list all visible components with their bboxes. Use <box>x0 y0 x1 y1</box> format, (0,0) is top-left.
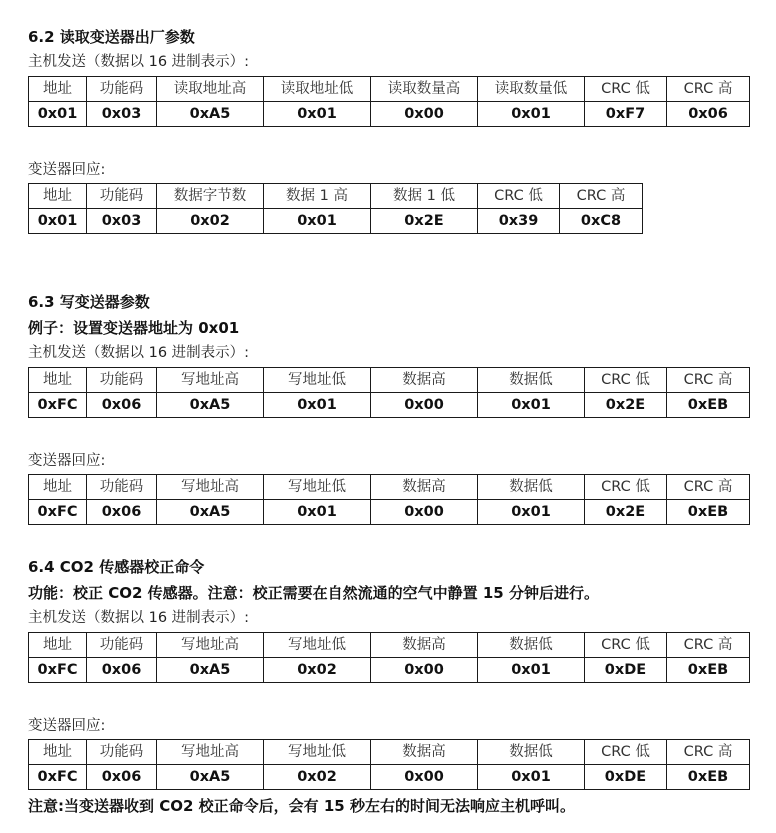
header-cell: CRC 低 <box>585 368 667 393</box>
value-cell: 0x01 <box>478 500 585 525</box>
header-cell: 读取数量低 <box>478 77 585 102</box>
value-cell: 0x00 <box>371 500 478 525</box>
header-cell: 写地址高 <box>157 740 264 765</box>
value-cell: 0x01 <box>264 209 371 234</box>
section-6-4-send-label: 主机发送（数据以 16 进制表示）: <box>28 610 250 626</box>
header-cell: 读取地址低 <box>264 77 371 102</box>
header-cell: 数据低 <box>478 368 585 393</box>
value-cell: 0xFC <box>29 658 87 683</box>
header-cell: CRC 高 <box>667 77 750 102</box>
value-cell: 0xEB <box>667 500 750 525</box>
value-cell: 0x06 <box>87 393 157 418</box>
value-cell: 0xA5 <box>157 765 264 790</box>
value-cell: 0x03 <box>87 102 157 127</box>
header-cell: 数据字节数 <box>157 184 264 209</box>
table-header-row <box>29 475 750 500</box>
header-cell: CRC 高 <box>667 740 750 765</box>
value-cell: 0x00 <box>371 658 478 683</box>
section-6-4-reply-label: 变送器回应: <box>28 718 106 734</box>
value-cell: 0x06 <box>87 658 157 683</box>
table-row <box>29 500 750 525</box>
table-row <box>29 393 750 418</box>
section-6-3-send-label: 主机发送（数据以 16 进制表示）: <box>28 345 250 361</box>
table-row <box>29 102 750 127</box>
header-cell: 数据 1 低 <box>371 184 478 209</box>
section-6-2-send-table <box>28 76 750 127</box>
header-cell: 写地址高 <box>157 633 264 658</box>
section-6-4-send-table <box>28 632 750 683</box>
value-cell: 0xF7 <box>585 102 667 127</box>
value-cell: 0x01 <box>264 393 371 418</box>
header-cell: CRC 高 <box>667 368 750 393</box>
value-cell: 0xA5 <box>157 102 264 127</box>
value-cell: 0xA5 <box>157 658 264 683</box>
header-cell: 地址 <box>29 475 87 500</box>
section-6-2-title: 6.2 读取变送器出厂参数 <box>28 28 195 46</box>
header-cell: CRC 高 <box>560 184 643 209</box>
header-cell: 读取地址高 <box>157 77 264 102</box>
header-cell: 地址 <box>29 368 87 393</box>
header-cell: 地址 <box>29 77 87 102</box>
value-cell: 0x2E <box>371 209 478 234</box>
header-cell: 写地址低 <box>264 475 371 500</box>
header-cell: 数据高 <box>371 475 478 500</box>
value-cell: 0x02 <box>264 765 371 790</box>
value-cell: 0x01 <box>264 500 371 525</box>
header-cell: 地址 <box>29 633 87 658</box>
header-cell: 数据低 <box>478 475 585 500</box>
section-6-3-example: 例子：设置变送器地址为 0x01 <box>28 319 240 337</box>
value-cell: 0xA5 <box>157 500 264 525</box>
value-cell: 0x03 <box>87 209 157 234</box>
table-header-row <box>29 368 750 393</box>
header-cell: 功能码 <box>87 633 157 658</box>
value-cell: 0x01 <box>478 102 585 127</box>
header-cell: 功能码 <box>87 475 157 500</box>
header-cell: 功能码 <box>87 368 157 393</box>
header-cell: 数据 1 高 <box>264 184 371 209</box>
value-cell: 0x02 <box>157 209 264 234</box>
header-cell: 写地址低 <box>264 368 371 393</box>
table-header-row <box>29 184 643 209</box>
header-cell: 写地址高 <box>157 368 264 393</box>
header-cell: 写地址高 <box>157 475 264 500</box>
value-cell: 0xFC <box>29 765 87 790</box>
section-6-3-reply-label: 变送器回应: <box>28 453 106 469</box>
value-cell: 0x06 <box>87 500 157 525</box>
table-header-row <box>29 633 750 658</box>
header-cell: 地址 <box>29 740 87 765</box>
section-6-2-reply-table <box>28 183 643 234</box>
section-6-4-function-note: 功能：校正 CO2 传感器。注意：校正需要在自然流通的空气中静置 15 分钟后进行。 <box>28 584 599 602</box>
header-cell: 写地址低 <box>264 633 371 658</box>
value-cell: 0x00 <box>371 393 478 418</box>
header-cell: CRC 低 <box>585 475 667 500</box>
header-cell: 数据低 <box>478 740 585 765</box>
table-row <box>29 658 750 683</box>
header-cell: 功能码 <box>87 184 157 209</box>
value-cell: 0xDE <box>585 658 667 683</box>
value-cell: 0xFC <box>29 393 87 418</box>
header-cell: 读取数量高 <box>371 77 478 102</box>
header-cell: 功能码 <box>87 77 157 102</box>
section-6-3-send-table <box>28 367 750 418</box>
value-cell: 0xC8 <box>560 209 643 234</box>
section-6-4-reply-table <box>28 739 750 790</box>
header-cell: 写地址低 <box>264 740 371 765</box>
section-6-3-title: 6.3 写变送器参数 <box>28 293 150 311</box>
value-cell: 0x06 <box>667 102 750 127</box>
header-cell: 数据高 <box>371 633 478 658</box>
value-cell: 0x00 <box>371 765 478 790</box>
header-cell: CRC 高 <box>667 475 750 500</box>
value-cell: 0x01 <box>478 765 585 790</box>
value-cell: 0x2E <box>585 500 667 525</box>
section-6-4-title: 6.4 CO2 传感器校正命令 <box>28 558 205 576</box>
table-header-row <box>29 740 750 765</box>
header-cell: 数据高 <box>371 740 478 765</box>
section-6-3-reply-table <box>28 474 750 525</box>
value-cell: 0x01 <box>478 393 585 418</box>
header-cell: 数据低 <box>478 633 585 658</box>
value-cell: 0xEB <box>667 658 750 683</box>
value-cell: 0xEB <box>667 393 750 418</box>
table-row <box>29 209 643 234</box>
value-cell: 0x00 <box>371 102 478 127</box>
section-6-2-send-label: 主机发送（数据以 16 进制表示）: <box>28 54 250 70</box>
section-6-2-reply-label: 变送器回应: <box>28 162 106 178</box>
header-cell: CRC 低 <box>585 633 667 658</box>
header-cell: CRC 低 <box>585 740 667 765</box>
header-cell: 数据高 <box>371 368 478 393</box>
value-cell: 0x01 <box>478 658 585 683</box>
value-cell: 0x2E <box>585 393 667 418</box>
value-cell: 0x01 <box>29 102 87 127</box>
table-header-row <box>29 77 750 102</box>
header-cell: 功能码 <box>87 740 157 765</box>
header-cell: CRC 高 <box>667 633 750 658</box>
value-cell: 0x01 <box>29 209 87 234</box>
value-cell: 0x39 <box>478 209 560 234</box>
section-6-4-footer-note: 注意:当变送器收到 CO2 校正命令后，会有 15 秒左右的时间无法响应主机呼叫。 <box>28 797 575 815</box>
value-cell: 0xDE <box>585 765 667 790</box>
table-row <box>29 765 750 790</box>
value-cell: 0xFC <box>29 500 87 525</box>
header-cell: CRC 低 <box>585 77 667 102</box>
value-cell: 0xA5 <box>157 393 264 418</box>
value-cell: 0x06 <box>87 765 157 790</box>
value-cell: 0x01 <box>264 102 371 127</box>
value-cell: 0x02 <box>264 658 371 683</box>
header-cell: 地址 <box>29 184 87 209</box>
value-cell: 0xEB <box>667 765 750 790</box>
header-cell: CRC 低 <box>478 184 560 209</box>
